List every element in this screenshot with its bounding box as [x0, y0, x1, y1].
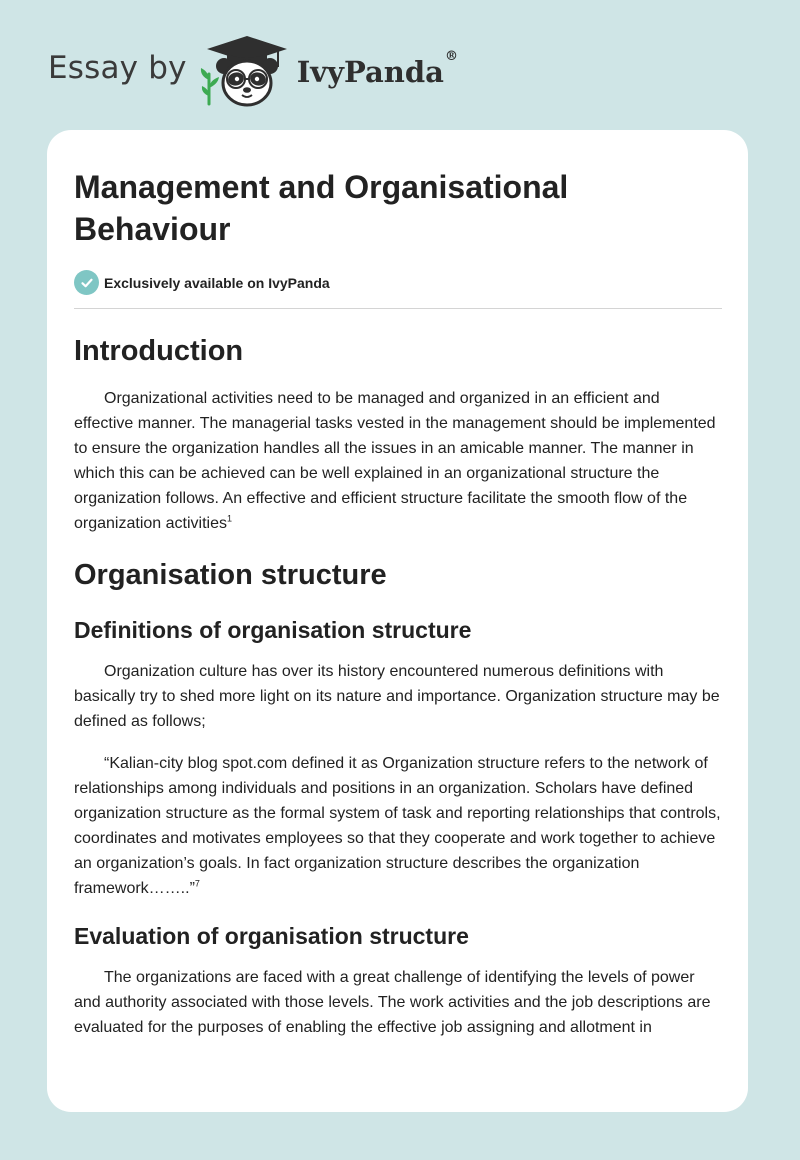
panda-logo-icon: [199, 34, 295, 108]
definitions-quote-paragraph: “Kalian-city blog spot.com defined it as Organization structure refers to the network of relationships among individuals and positions in an organization. Scholars have defined organization structure as the formal system of task and reporting relationships that controls, coordinates and motivates employees so that they cooperate and work together to achieve an organization’s goals. In fact organization structure describes the organization framework……..”$^7$: [74, 755, 721, 897]
essay-title: Management and Organisational Behaviour: [74, 169, 569, 247]
subsection-heading-evaluation: Evaluation of organisation structure: [74, 923, 469, 949]
introduction-paragraph: Organizational activities need to be managed and organized in an efficient and effective manner. The managerial tasks vested in the management should be implemented to ensure the organization handles all the issues in an amicable manner. The manner in which this can be achieved can be well explained in an organizational structure the organization follows. An effective and efficient structure facilitate the smooth flow of the organization activities$^1$: [74, 390, 716, 532]
section-heading-organisation-structure: Organisation structure: [74, 559, 387, 591]
section-heading-introduction: Introduction: [74, 335, 244, 367]
brand-name: IvyPanda®: [296, 49, 458, 89]
footnote-reference[interactable]: 1: [226, 513, 232, 524]
registered-mark: ®: [444, 49, 458, 64]
evaluation-paragraph: The organizations are faced with a great challenge of identifying the levels of power and authority associated with those levels. The work activities and the job descriptions are evaluated for the purposes of enabling the effective job assigning and allotment in: [74, 969, 711, 1036]
brand-header[interactable]: [48, 34, 458, 108]
footnote-reference[interactable]: 7: [194, 878, 200, 889]
check-icon: [74, 270, 99, 295]
brand-prefix: Essay by: [48, 50, 187, 86]
subsection-heading-definitions: Definitions of organisation structure: [74, 617, 472, 643]
definitions-paragraph: Organization culture has over its history encountered numerous definitions with basically try to shed more light on its nature and importance. Organization structure may be defined as follows;: [74, 663, 720, 730]
exclusive-badge-label: Exclusively available on IvyPanda: [104, 274, 330, 291]
essay-card: [47, 130, 748, 1112]
title-divider: [74, 308, 722, 309]
exclusive-badge: [74, 270, 722, 295]
